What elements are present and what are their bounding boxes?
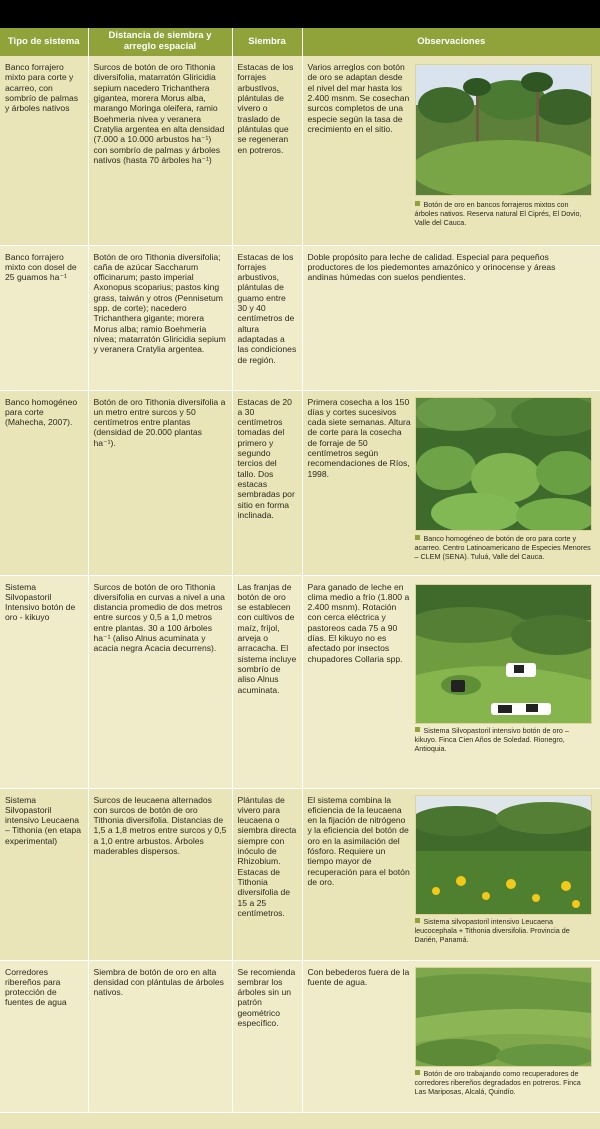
observaciones-text: Para ganado de leche en clima medio a frío (1.800 a 2.400 msnm). Rotación con cerca eléctrica y pastoreos cada 75 a 90 días. El kikuyo no es afectado por insectos chupadores Collaria spp.: [307, 581, 410, 664]
table-row: [0, 56, 600, 245]
observaciones-text: Primera cosecha a los 150 días y cortes sucesivos cada siete semanas. Altura de corte para la cosecha de forraje de 50 centímetros según recomendaciones de Ríos, 1998.: [307, 396, 411, 479]
observaciones-text: Con bebederos fuera de la fuente de agua.: [307, 966, 410, 987]
table-row: [0, 390, 600, 575]
riparian-corridor-photo: [415, 967, 592, 1067]
table-row: [0, 960, 600, 1112]
top-bar: [0, 0, 600, 28]
cell-tipo: Banco forrajero mixto con dosel de 25 guamos ha⁻¹: [0, 245, 88, 390]
cell-observaciones: [302, 245, 600, 390]
table-row: [0, 245, 600, 390]
caption-text: Botón de oro en bancos forrajeros mixtos con árboles nativos. Reserva natural El Ciprés, El Dovio, Valle del Cauca.: [414, 200, 582, 227]
cell-siembra: Estacas de 20 a 30 centímetros tomadas del primero y segundo tercios del tallo. Dos estacas sembradas por sitio en forma inclinada.: [232, 390, 302, 575]
silvopastoral-kikuyo-photo: [415, 584, 592, 724]
photo-caption: [415, 534, 593, 561]
cell-tipo: Sistema Silvopastoril intensivo Leucaena – Tithonia (en etapa experimental): [0, 788, 88, 960]
observaciones-text: Varios arreglos con botón de oro se adaptan desde el nivel del mar hasta los 2.400 msnm. Se cosechan surcos completos de una especie según la tasa de crecimiento en el sitio.: [307, 62, 410, 134]
table-row: [0, 788, 600, 960]
cell-distancia: Surcos de botón de oro Tithonia diversifolia, matarratón Gliricidia sepium nacedero Trichanthera gigantea, morera Morus alba, marango Moringa oleifera, ramio Boehmeria nivea y veranera Cratylia argentea en alta densidad (7.000 a 10.000 arbustos ha⁻¹) con sombrío de palmas y árboles nativos (hasta 70 árboles ha⁻¹): [88, 56, 232, 245]
table-row: [0, 575, 600, 788]
forage-bank-photo: [415, 64, 592, 196]
caption-text: Sistema silvopastoril intensivo Leucaena leucocephala + Tithonia diversifolia. Provincia de Darién, Panamá.: [414, 916, 570, 944]
header-siembra: Siembra: [232, 28, 302, 56]
cell-distancia: Siembra de botón de oro en alta densidad con plántulas de árboles nativos.: [88, 960, 232, 1112]
leucaena-tithonia-photo: [415, 795, 592, 915]
cell-siembra: Estacas de los forrajes arbustivos, plántulas de guamo entre 30 y 40 centímetros de altura adaptadas a las condiciones de región.: [232, 245, 302, 390]
systems-table: [0, 28, 600, 1113]
cell-tipo: Sistema Silvopastoril Intensivo botón de oro - kikuyo: [0, 575, 88, 788]
observaciones-text: Doble propósito para leche de calidad. Especial para pequeños productores de los piedemontes amazónico y orinocense y áreas andinas húmedas con suelos pendientes.: [307, 251, 556, 283]
header-observaciones: Observaciones: [302, 28, 600, 56]
cell-siembra: Estacas de los forrajes arbustivos, plántulas de vivero o traslado de plántulas que se regeneran en potreros.: [232, 56, 302, 245]
photo-caption: [415, 200, 593, 227]
cell-tipo: Banco homogéneo para corte (Mahecha, 2007).: [0, 390, 88, 575]
table-header-row: [0, 28, 600, 56]
header-distancia: Distancia de siembra y arreglo espacial: [88, 28, 232, 56]
cell-tipo: Banco forrajero mixto para corte y acarreo, con sombrío de palmas y árboles nativos: [0, 56, 88, 245]
cell-distancia: Surcos de leucaena alternados con surcos de botón de oro Tithonia diversifolia. Distancias de 1,5 a 1,8 metros entre surcos y 0,5 a 1,0 entre arbustos. Árboles maderables dispersos.: [88, 788, 232, 960]
photo-caption: [415, 726, 593, 753]
header-tipo: Tipo de sistema: [0, 28, 88, 56]
cell-observaciones: [302, 56, 600, 245]
cell-observaciones: [302, 575, 600, 788]
photo-caption: [415, 1069, 593, 1096]
cell-distancia: Botón de oro Tithonia diversifolia; caña de azúcar Saccharum officinarum; pasto imperial Axonopus scoparius; pastos king grass, taiwán y otros (Pennisetum spp. de corte); nacedero Trichanthera gigante; morera Morus alba; ramio Boehmeria nivea; matarratón Gliricidia sepium y veranera Cratylia argentea.: [88, 245, 232, 390]
cell-observaciones: [302, 390, 600, 575]
cell-distancia: Botón de oro Tithonia diversifolia a un metro entre surcos y 50 centímetros entre plantas (densidad de 20.000 plantas ha⁻¹).: [88, 390, 232, 575]
caption-text: Banco homogéneo de botón de oro para corte y acarreo. Centro Latinoamericano de Especies Menores – CLEM (SENA). Tuluá, Valle del Cauca.: [414, 533, 591, 561]
observaciones-text: El sistema combina la eficiencia de la leucaena en la fijación de nitrógeno y la eficiencia del botón de oro en la asimilación del fósforo. Requiere un tiempo mayor de recuperación para el botón de oro.: [307, 794, 410, 887]
cell-observaciones: [302, 788, 600, 960]
cell-siembra: Se recomienda sembrar los árboles sin un patrón geométrico específico.: [232, 960, 302, 1112]
cell-distancia: Surcos de botón de oro Tithonia diversifolia en curvas a nivel a una distancia promedio de dos metros entre surcos y 0,5 a 1,0 metros entre plantas. 30 a 100 árboles ha⁻¹ (aliso Alnus acuminata y acacia negra Acacia decurrens).: [88, 575, 232, 788]
caption-text: Sistema Silvopastoril intensivo botón de oro – kikuyo. Finca Cien Años de Soledad. Rionegro, Antioquia.: [414, 725, 569, 753]
cell-siembra: Plántulas de vivero para leucaena o siembra directa siempre con inóculo de Rhizobium. Estacas de Tithonia diversifolia de 15 a 25 centímetros.: [232, 788, 302, 960]
cell-observaciones: [302, 960, 600, 1112]
photo-caption: [415, 917, 593, 944]
cell-siembra: Las franjas de botón de oro se establecen con cultivos de maíz, fríjol, arveja o arracacha. El sistema incluye sombrío de aliso Alnus acuminata.: [232, 575, 302, 788]
homogeneous-bank-photo: [415, 397, 592, 531]
caption-text: Botón de oro trabajando como recuperadores de corredores ribereños degradados en potreros. Finca Las Mariposas, Alcalá, Quindío.: [414, 1068, 581, 1096]
cell-tipo: Corredores ribereños para protección de fuentes de agua: [0, 960, 88, 1112]
